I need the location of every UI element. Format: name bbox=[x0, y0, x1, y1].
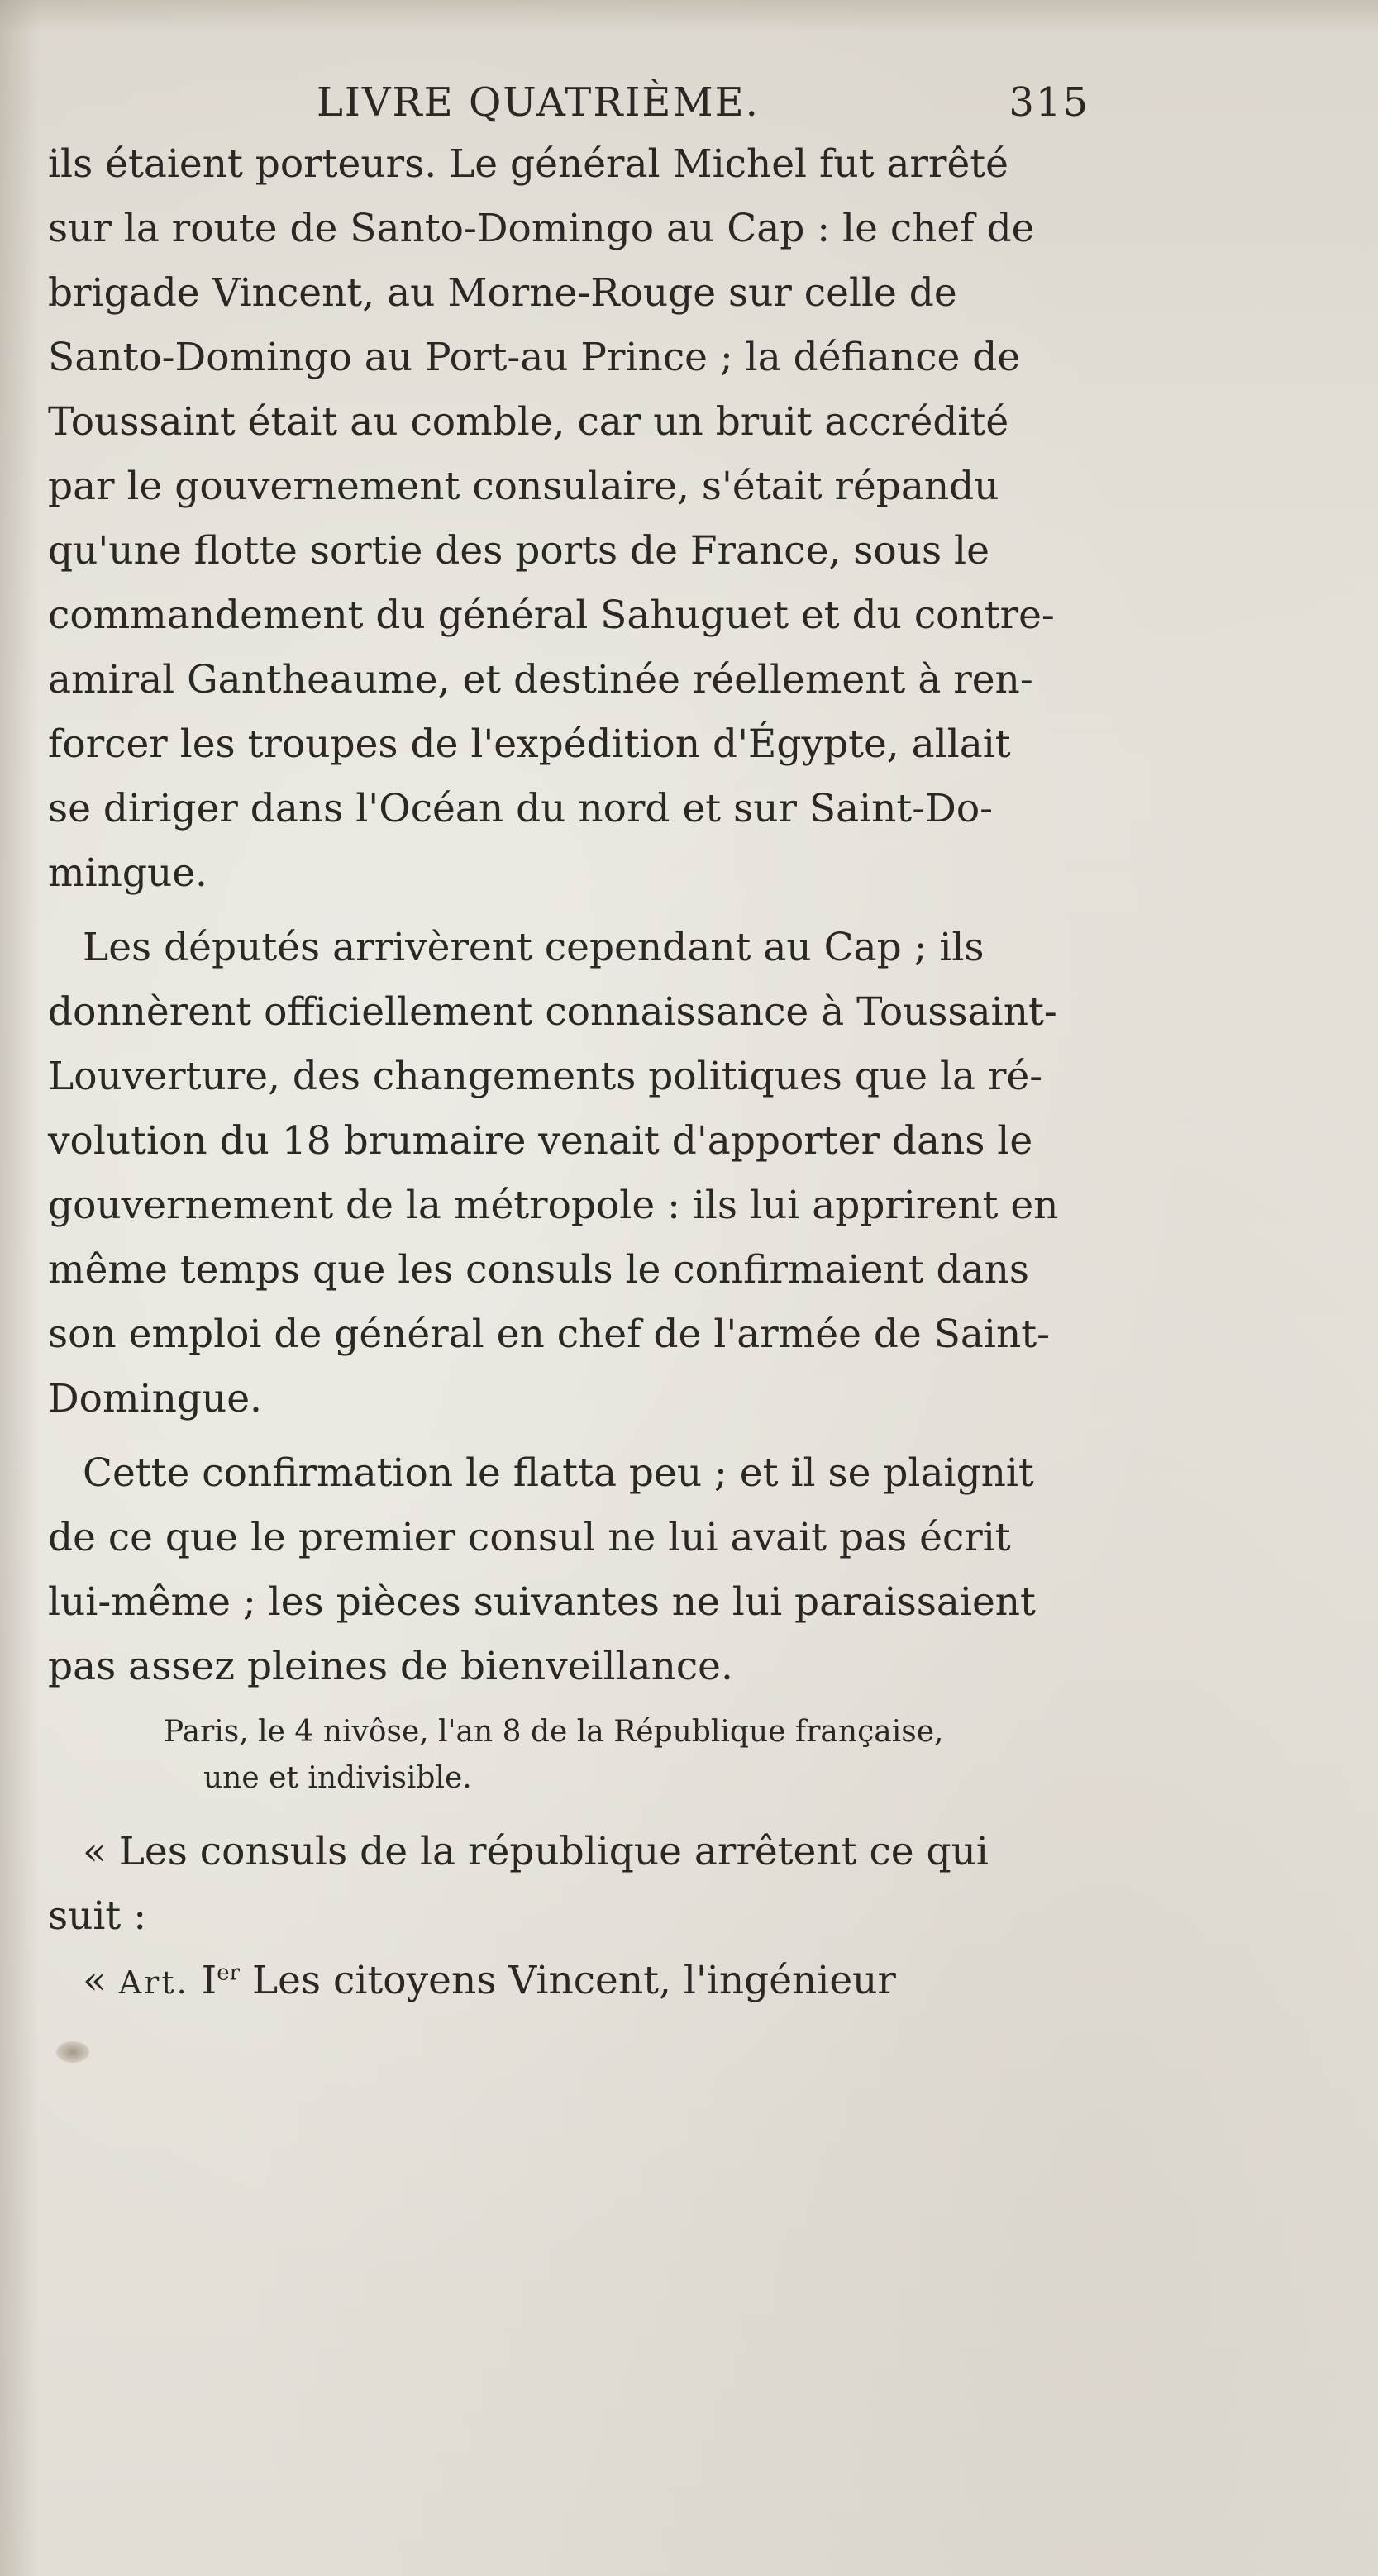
article-superscript: er bbox=[217, 1960, 241, 1986]
text-line: Cette confirmation le flatta peu ; et il se plaignit bbox=[83, 1450, 1034, 1496]
paragraph-1 bbox=[48, 132, 1090, 906]
page-edge-shadow bbox=[0, 0, 40, 2576]
page-top-shadow bbox=[0, 0, 1378, 33]
running-head bbox=[48, 73, 1090, 132]
text-line: Domingue. bbox=[48, 1376, 262, 1421]
text-line: amiral Gantheaume, et destinée réellement à ren- bbox=[48, 657, 1033, 702]
text-line: de ce que le premier consul ne lui avait pas écrit bbox=[48, 1515, 1011, 1560]
decree-intro bbox=[48, 1820, 1090, 2015]
text-line: « Les consuls de la république arrêtent ce qui bbox=[83, 1829, 989, 1874]
page-number: 315 bbox=[1008, 79, 1090, 126]
article-text: Les citoyens Vincent, l'ingénieur bbox=[240, 1958, 896, 2003]
text-line: même temps que les consuls le confirmaient dans bbox=[48, 1247, 1030, 1293]
paragraph-3 bbox=[48, 1441, 1090, 1699]
article-label: Art. bbox=[118, 1964, 189, 2001]
text-line: par le gouvernement consulaire, s'était répandu bbox=[48, 464, 999, 509]
text-line: commandement du général Sahuguet et du contre- bbox=[48, 593, 1055, 638]
quote-mark: « bbox=[83, 1958, 119, 2003]
text-line: gouvernement de la métropole : ils lui apprirent en bbox=[48, 1183, 1059, 1228]
text-line: qu'une flotte sortie des ports de France, sous le bbox=[48, 528, 989, 574]
ink-stain bbox=[56, 2041, 89, 2063]
text-line: mingue. bbox=[48, 850, 207, 896]
text-line: Louverture, des changements politiques que la ré- bbox=[48, 1054, 1043, 1099]
text-line: lui-même ; les pièces suivantes ne lui paraissaient bbox=[48, 1579, 1036, 1625]
running-title: LIVRE QUATRIÈME. bbox=[317, 79, 760, 126]
text-line: Les députés arrivèrent cependant au Cap ; ils bbox=[83, 925, 985, 970]
text-line: sur la route de Santo-Domingo au Cap : le chef de bbox=[48, 206, 1035, 251]
text-line: se diriger dans l'Océan du nord et sur Saint-Do- bbox=[48, 786, 994, 831]
dateline-line: une et indivisible. bbox=[203, 1761, 472, 1795]
text-line: forcer les troupes de l'expédition d'Égypte, allait bbox=[48, 721, 1011, 767]
text-line: suit : bbox=[48, 1893, 147, 1939]
text-line: donnèrent officiellement connaissance à Toussaint- bbox=[48, 989, 1057, 1035]
paragraph-2 bbox=[48, 916, 1090, 1431]
text-line: volution du 18 brumaire venait d'apporter dans le bbox=[48, 1118, 1033, 1164]
text-line: Santo-Domingo au Port-au Prince ; la défiance de bbox=[48, 335, 1021, 380]
article-line bbox=[48, 1949, 1090, 2015]
text-line: ils étaient porteurs. Le général Michel fut arrêté bbox=[48, 141, 1008, 187]
text-line: brigade Vincent, au Morne-Rouge sur celle de bbox=[48, 270, 957, 316]
article-number: I bbox=[201, 1958, 217, 2003]
text-block bbox=[48, 73, 1090, 2015]
text-line: Toussaint était au comble, car un bruit accrédité bbox=[48, 399, 1009, 445]
dateline-line: Paris, le 4 nivôse, l'an 8 de la République française, bbox=[164, 1715, 944, 1749]
text-line: son emploi de général en chef de l'armée de Saint- bbox=[48, 1312, 1050, 1357]
dateline bbox=[48, 1709, 1090, 1802]
text-line: pas assez pleines de bienveillance. bbox=[48, 1644, 733, 1689]
